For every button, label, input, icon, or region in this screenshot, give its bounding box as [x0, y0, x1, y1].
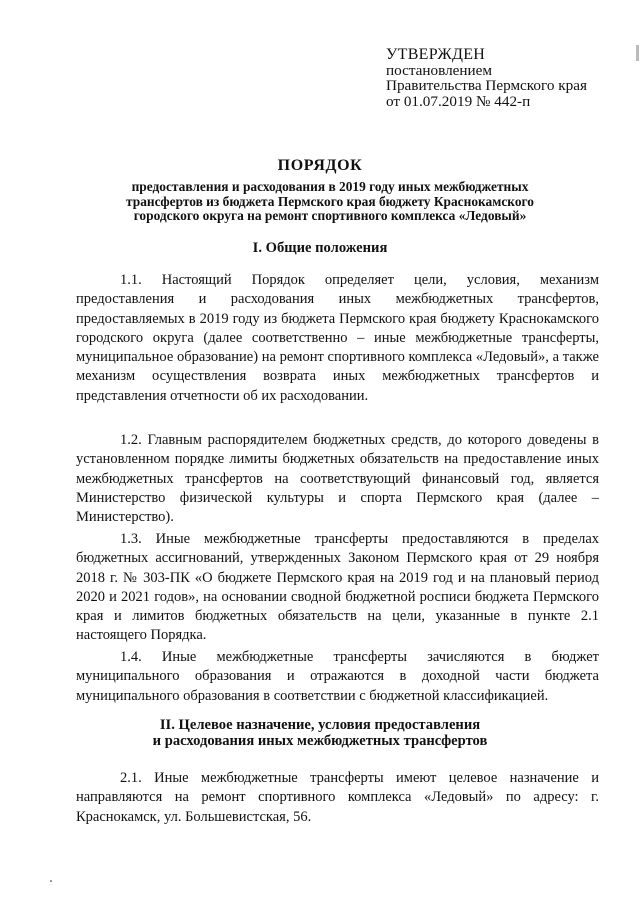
paragraph-1-3: 1.3. Иные межбюджетные трансферты предоставляются в пределах бюджетных ассигнований, утвержденных Законом Пермского края от 29 ноября 2018 г. № 303-ПК «О бюджете Пермского края на 2019 год и на плановый период 2020 и 2021 годов», на основании сводной бюджетной росписи бюджета Пермского края и лимитов бюджетных обязательств на цели, указанные в пункте 2.1 настоящего Порядка.	[76, 531, 599, 644]
section-1-heading: I. Общие положения	[252, 240, 388, 256]
subtitle-line-2: трансфертов из бюджета Пермского края бюджету Краснокамского	[126, 193, 534, 209]
paragraph-1-4: 1.4. Иные межбюджетные трансферты зачисляются в бюджет муниципального образования и отражаются в доходной части бюджета муниципального образования в соответствии с бюджетной классификацией.	[76, 649, 599, 704]
paragraph-2-1: 2.1. Иные межбюджетные трансферты имеют целевое назначение и направляются на ремонт спортивного комплекса «Ледовый» по адресу: г. Краснокамск, ул. Большевистская, 56.	[76, 770, 599, 825]
approval-stamp	[386, 47, 587, 109]
scan-edge-mark	[636, 45, 639, 61]
document-subtitle	[90, 180, 570, 224]
subtitle-line-3: городского округа на ремонт спортивного комплекса «Ледовый»	[133, 208, 527, 223]
paragraph-1-1: 1.1. Настоящий Порядок определяет цели, условия, механизм предоставления и расходования иных межбюджетных трансфертов, предоставляемых в 2019 году из бюджета Пермского края бюджету Краснокамского городского округа (далее соответственно – иные межбюджетные трансферты, муниципальное образование) на ремонт спортивного комплекса «Ледовый», а также механизм осуществления возврата иных межбюджетных трансфертов и представления отчетности об их расходовании.	[76, 272, 599, 404]
approval-line-government: Правительства Пермского края	[386, 77, 587, 94]
section-2-heading	[0, 717, 640, 749]
document-title: ПОРЯДОК	[277, 157, 363, 174]
subtitle-line-1: предоставления и расходования в 2019 году иных межбюджетных	[131, 179, 529, 194]
paragraph-1-2: 1.2. Главным распорядителем бюджетных средств, до которого доведены в установленном порядке лимиты бюджетных обязательств на предоставление иных межбюджетных трансфертов на соответствующий финансовый год, является Министерство физической культуры и спорта Пермского края (далее – Министерство).	[76, 432, 599, 526]
section-2-heading-line-2: и расходования иных межбюджетных трансфертов	[152, 733, 488, 749]
scan-speck	[50, 880, 52, 882]
section-2-heading-line-1: II. Целевое назначение, условия предоставления	[159, 717, 481, 733]
approval-line-resolution: постановлением	[386, 61, 493, 79]
approval-line-date-number: от 01.07.2019 № 442-п	[386, 92, 531, 110]
approval-line-approved: УТВЕРЖДЕН	[386, 46, 486, 63]
